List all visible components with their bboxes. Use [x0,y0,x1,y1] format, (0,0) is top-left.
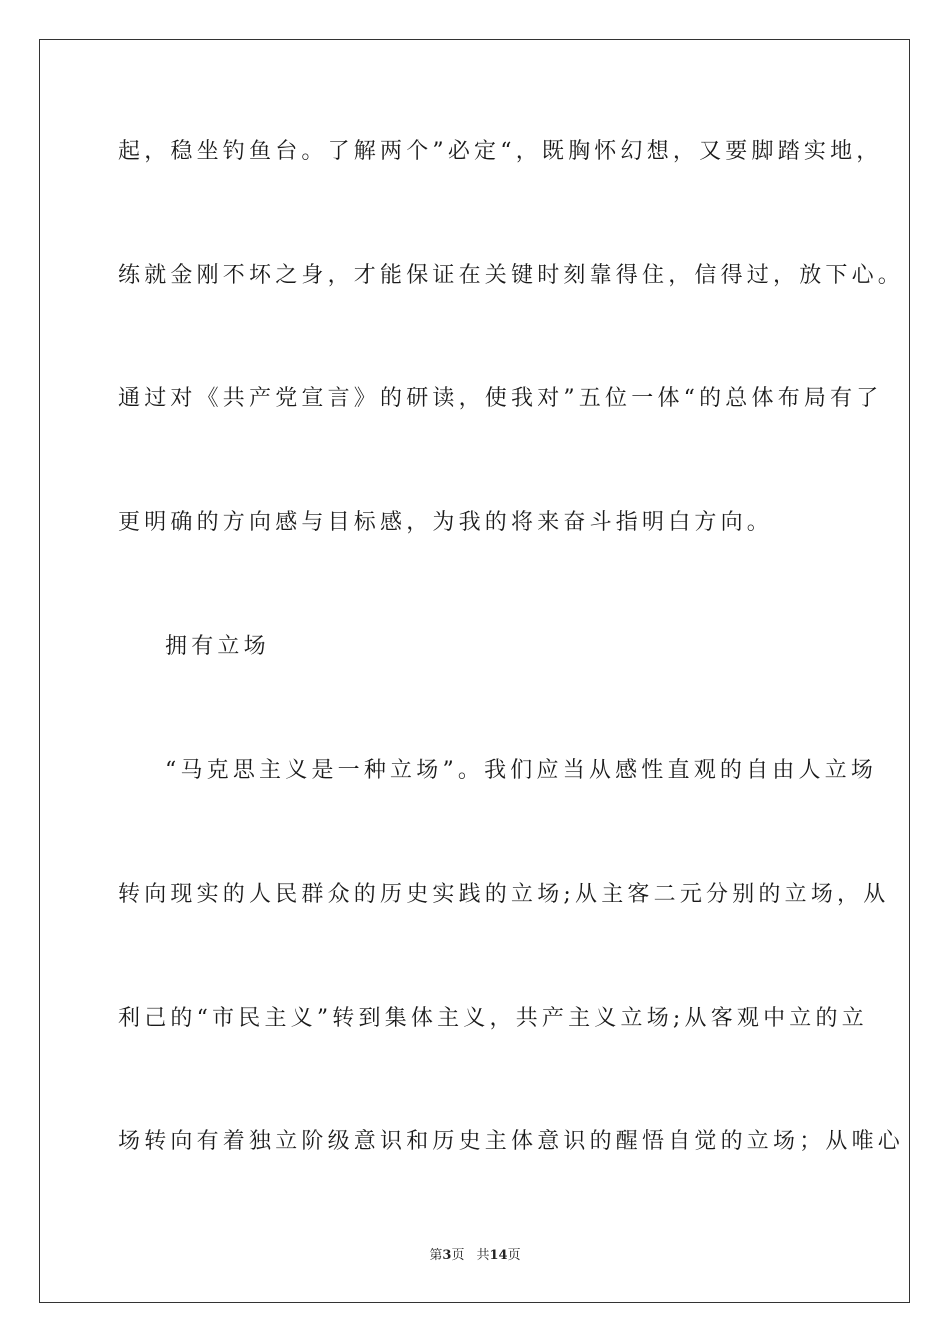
page-prefix: 第 [429,1248,443,1263]
text-line: 场转向有着独立阶级意识和历史主体意识的醒悟自觉的立场；从唯心 [118,1129,905,1154]
page-border [39,39,910,1303]
page-number: 3 [442,1248,452,1263]
text-line: 通过对《共产党宣言》的研读，使我对”五位一体“的总体布局有了 [118,386,883,411]
section-heading: 拥有立场 [165,634,270,659]
text-line: “马克思主义是一种立场”。我们应当从感性直观的自由人立场 [165,758,878,783]
text-line: 练就金刚不坏之身，才能保证在关键时刻靠得住，信得过，放下心。 [118,263,905,288]
page-footer [0,1247,950,1265]
total-pages: 14 [489,1248,508,1263]
text-line: 转向现实的人民群众的历史实践的立场;从主客二元分别的立场，从 [118,882,890,907]
text-line: 利己的“市民主义”转到集体主义，共产主义立场;从客观中立的立 [118,1006,868,1031]
text-line: 更明确的方向感与目标感，为我的将来奋斗指明白方向。 [118,510,774,535]
total-prefix: 共 [476,1248,490,1263]
text-line: 起，稳坐钓鱼台。了解两个”必定“，既胸怀幻想，又要脚踏实地， [118,139,883,164]
total-suffix: 页 [507,1248,521,1263]
page-suffix: 页 [451,1248,465,1263]
